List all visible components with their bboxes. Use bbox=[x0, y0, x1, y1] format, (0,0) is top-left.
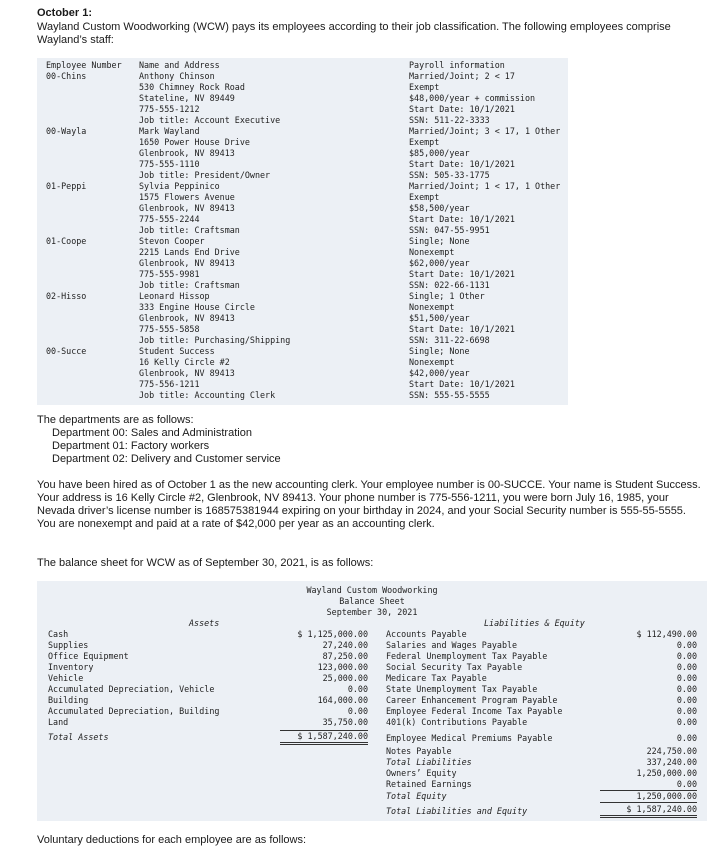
asset-value: 87,250.00 bbox=[322, 651, 368, 661]
liability-value: 0.00 bbox=[676, 717, 697, 727]
asset-value: 25,000.00 bbox=[322, 673, 368, 683]
department-item: Department 01: Factory workers bbox=[52, 440, 210, 452]
employee-address-line: Job title: Account Executive bbox=[139, 115, 281, 125]
employee-address-line: 1650 Power House Drive bbox=[139, 137, 250, 147]
employee-payroll-line: Start Date: 10/1/2021 bbox=[409, 104, 515, 114]
employee-number: 02-Hisso bbox=[46, 291, 87, 301]
employee-address-line: Job title: Accounting Clerk bbox=[139, 390, 276, 400]
employee-address-line: 775-555-2244 bbox=[139, 214, 200, 224]
asset-value: 0.00 bbox=[347, 684, 368, 694]
employee-address-line: Job title: Craftsman bbox=[139, 225, 240, 235]
employee-number: 00-Chins bbox=[46, 71, 87, 81]
employee-address-line: Job title: Purchasing/Shipping bbox=[139, 335, 291, 345]
employee-payroll-line: SSN: 511-22-3333 bbox=[409, 115, 490, 125]
employee-address-line: Stevon Cooper bbox=[139, 236, 205, 246]
liability-value: 0.00 bbox=[676, 695, 697, 705]
employee-payroll-line: SSN: 311-22-6698 bbox=[409, 335, 490, 345]
liabilities-header: Liabilities & Equity bbox=[484, 618, 585, 628]
asset-value: 123,000.00 bbox=[317, 662, 368, 672]
asset-label: Accumulated Depreciation, Building bbox=[48, 706, 220, 716]
liability-value: 0.00 bbox=[676, 662, 697, 672]
total-liabilities-equity-value: $ 1,587,240.00 bbox=[600, 804, 697, 818]
employee-address-line: Job title: President/Owner bbox=[139, 170, 271, 180]
balance-sheet-company: Wayland Custom Woodworking bbox=[306, 585, 438, 595]
employee-address-line: Glenbrook, NV 89413 bbox=[139, 148, 235, 158]
asset-label: Cash bbox=[48, 629, 69, 639]
employee-address-line: Glenbrook, NV 89413 bbox=[139, 313, 235, 323]
employee-payroll-line: Exempt bbox=[409, 82, 440, 92]
employee-payroll-line: $85,000/year bbox=[409, 148, 470, 158]
employee-address-line: 775-555-1110 bbox=[139, 159, 200, 169]
asset-label: Vehicle bbox=[48, 673, 84, 683]
owners-equity-label: Owners’ Equity bbox=[386, 768, 457, 778]
employee-payroll-line: Start Date: 10/1/2021 bbox=[409, 269, 515, 279]
asset-value: 164,000.00 bbox=[317, 695, 368, 705]
employee-address-line: 775-555-9981 bbox=[139, 269, 200, 279]
asset-value: $ 1,125,000.00 bbox=[297, 629, 368, 639]
liability-label: Employee Federal Income Tax Payable bbox=[386, 706, 563, 716]
employee-address-line: 530 Chimney Rock Road bbox=[139, 82, 245, 92]
asset-value: 0.00 bbox=[347, 706, 368, 716]
balance-sheet-intro: The balance sheet for WCW as of September 30, 2021, is as follows: bbox=[37, 557, 374, 569]
employee-address-line: 775-556-1211 bbox=[139, 379, 200, 389]
employee-payroll-line: Exempt bbox=[409, 137, 440, 147]
header-name-address: Name and Address bbox=[139, 60, 220, 70]
date-heading: October 1: bbox=[37, 7, 93, 19]
total-liabilities-label: Total Liabilities bbox=[386, 757, 472, 767]
liability-label: Notes Payable bbox=[386, 746, 452, 756]
employee-address-line: Mark Wayland bbox=[139, 126, 200, 136]
employee-address-line: 775-555-1212 bbox=[139, 104, 200, 114]
retained-earnings-label: Retained Earnings bbox=[386, 779, 472, 789]
asset-label: Accumulated Depreciation, Vehicle bbox=[48, 684, 215, 694]
asset-value: 35,750.00 bbox=[322, 717, 368, 727]
total-assets-value: $ 1,587,240.00 bbox=[280, 730, 368, 745]
employee-payroll-line: $58,500/year bbox=[409, 203, 470, 213]
total-liabilities-equity-label: Total Liabilities and Equity bbox=[386, 806, 528, 816]
liability-label: 401(k) Contributions Payable bbox=[386, 717, 528, 727]
hire-paragraph: You have been hired as of October 1 as the new accounting clerk. Your employee number is 00-SUCCE. Your name is Student Success. Your address is 16 Kelly Circle #2, Glenbrook, NV 89413. Your phone number is 775-556-1211, you were born July 16, 1985, your Nevada driver’s license number is 168575381944 expiring on your birthday in 2024, and your Social Security number is 555-55-5555. You are nonexempt and paid at a rate of $42,000 per year as an accounting clerk. bbox=[37, 479, 701, 530]
employee-address-line: Student Success bbox=[139, 346, 215, 356]
employee-payroll-line: Nonexempt bbox=[409, 247, 455, 257]
employee-address-line: Stateline, NV 89449 bbox=[139, 93, 235, 103]
employee-payroll-line: Exempt bbox=[409, 192, 440, 202]
employee-payroll-line: $51,500/year bbox=[409, 313, 470, 323]
employee-payroll-line: Single; 1 Other bbox=[409, 291, 485, 301]
employee-payroll-line: Single; None bbox=[409, 346, 470, 356]
voluntary-deductions-intro: Voluntary deductions for each employee are as follows: bbox=[37, 834, 307, 846]
header-employee-number: Employee Number bbox=[46, 60, 122, 70]
employee-payroll-line: Start Date: 10/1/2021 bbox=[409, 214, 515, 224]
employee-address-line: 333 Engine House Circle bbox=[139, 302, 255, 312]
employee-payroll-line: Married/Joint; 2 < 17 bbox=[409, 71, 515, 81]
asset-label: Land bbox=[48, 717, 69, 727]
balance-sheet-name: Balance Sheet bbox=[339, 596, 405, 606]
total-liabilities-value: 337,240.00 bbox=[646, 757, 697, 767]
employee-payroll-line: Start Date: 10/1/2021 bbox=[409, 159, 515, 169]
assets-header: Assets bbox=[189, 618, 220, 628]
liability-value: $ 112,490.00 bbox=[636, 629, 697, 639]
liability-label: Career Enhancement Program Payable bbox=[386, 695, 558, 705]
liability-label: Accounts Payable bbox=[386, 629, 467, 639]
employee-address-line: 16 Kelly Circle #2 bbox=[139, 357, 230, 367]
employee-address-line: 1575 Flowers Avenue bbox=[139, 192, 235, 202]
employee-address-line: Glenbrook, NV 89413 bbox=[139, 203, 235, 213]
liability-label: Social Security Tax Payable bbox=[386, 662, 523, 672]
liability-value: 0.00 bbox=[676, 706, 697, 716]
asset-value: 27,240.00 bbox=[322, 640, 368, 650]
liability-label: Medicare Tax Payable bbox=[386, 673, 487, 683]
employee-payroll-line: SSN: 505-33-1775 bbox=[409, 170, 490, 180]
liability-value: 0.00 bbox=[676, 733, 697, 743]
liability-value: 224,750.00 bbox=[646, 746, 697, 756]
liability-label: Federal Unemployment Tax Payable bbox=[386, 651, 548, 661]
liability-value: 0.00 bbox=[676, 684, 697, 694]
asset-label: Supplies bbox=[48, 640, 89, 650]
liability-label: State Unemployment Tax Payable bbox=[386, 684, 538, 694]
employee-payroll-line: Married/Joint; 3 < 17, 1 Other bbox=[409, 126, 561, 136]
department-item: Department 00: Sales and Administration bbox=[52, 427, 252, 439]
retained-earnings-value: 0.00 bbox=[600, 779, 697, 791]
liability-label: Salaries and Wages Payable bbox=[386, 640, 518, 650]
employee-payroll-line: SSN: 022-66-1131 bbox=[409, 280, 490, 290]
employee-payroll-line: $42,000/year bbox=[409, 368, 470, 378]
employee-payroll-line: Nonexempt bbox=[409, 302, 455, 312]
employee-payroll-line: Married/Joint; 1 < 17, 1 Other bbox=[409, 181, 561, 191]
employee-address-line: Sylvia Peppinico bbox=[139, 181, 220, 191]
employee-payroll-line: Nonexempt bbox=[409, 357, 455, 367]
liability-value: 0.00 bbox=[676, 640, 697, 650]
owners-equity-value: 1,250,000.00 bbox=[636, 768, 697, 778]
liability-label: Employee Medical Premiums Payable bbox=[386, 733, 553, 743]
employee-address-line: Glenbrook, NV 89413 bbox=[139, 368, 235, 378]
employee-address-line: Anthony Chinson bbox=[139, 71, 215, 81]
employee-address-line: Glenbrook, NV 89413 bbox=[139, 258, 235, 268]
balance-sheet-date: September 30, 2021 bbox=[326, 607, 418, 617]
asset-label: Office Equipment bbox=[48, 651, 129, 661]
total-assets-label: Total Assets bbox=[48, 732, 109, 742]
total-equity-label: Total Equity bbox=[386, 791, 447, 801]
intro-paragraph: Wayland Custom Woodworking (WCW) pays its employees according to their job classification. The following employees comprise Wayland’s staff: bbox=[37, 21, 671, 46]
employee-number: 01-Peppi bbox=[46, 181, 87, 191]
asset-label: Inventory bbox=[48, 662, 94, 672]
employee-payroll-line: Start Date: 10/1/2021 bbox=[409, 379, 515, 389]
header-payroll-info: Payroll information bbox=[409, 60, 505, 70]
employee-address-line: Job title: Craftsman bbox=[139, 280, 240, 290]
employee-number: 01-Coope bbox=[46, 236, 87, 246]
total-equity-value: 1,250,000.00 bbox=[600, 791, 697, 803]
employee-number: 00-Wayla bbox=[46, 126, 87, 136]
liability-value: 0.00 bbox=[676, 673, 697, 683]
employee-payroll-line: SSN: 047-55-9951 bbox=[409, 225, 490, 235]
employee-payroll-line: $48,000/year + commission bbox=[409, 93, 536, 103]
liability-value: 0.00 bbox=[676, 651, 697, 661]
department-item: Department 02: Delivery and Customer service bbox=[52, 453, 281, 465]
employee-address-line: 2215 Lands End Drive bbox=[139, 247, 240, 257]
employee-payroll-line: Single; None bbox=[409, 236, 470, 246]
employee-payroll-line: $62,000/year bbox=[409, 258, 470, 268]
employee-number: 00-Succe bbox=[46, 346, 87, 356]
employee-address-line: 775-555-5858 bbox=[139, 324, 200, 334]
asset-label: Building bbox=[48, 695, 89, 705]
employee-payroll-line: SSN: 555-55-5555 bbox=[409, 390, 490, 400]
employee-address-line: Leonard Hissop bbox=[139, 291, 210, 301]
departments-intro: The departments are as follows: bbox=[37, 414, 194, 426]
employee-payroll-line: Start Date: 10/1/2021 bbox=[409, 324, 515, 334]
